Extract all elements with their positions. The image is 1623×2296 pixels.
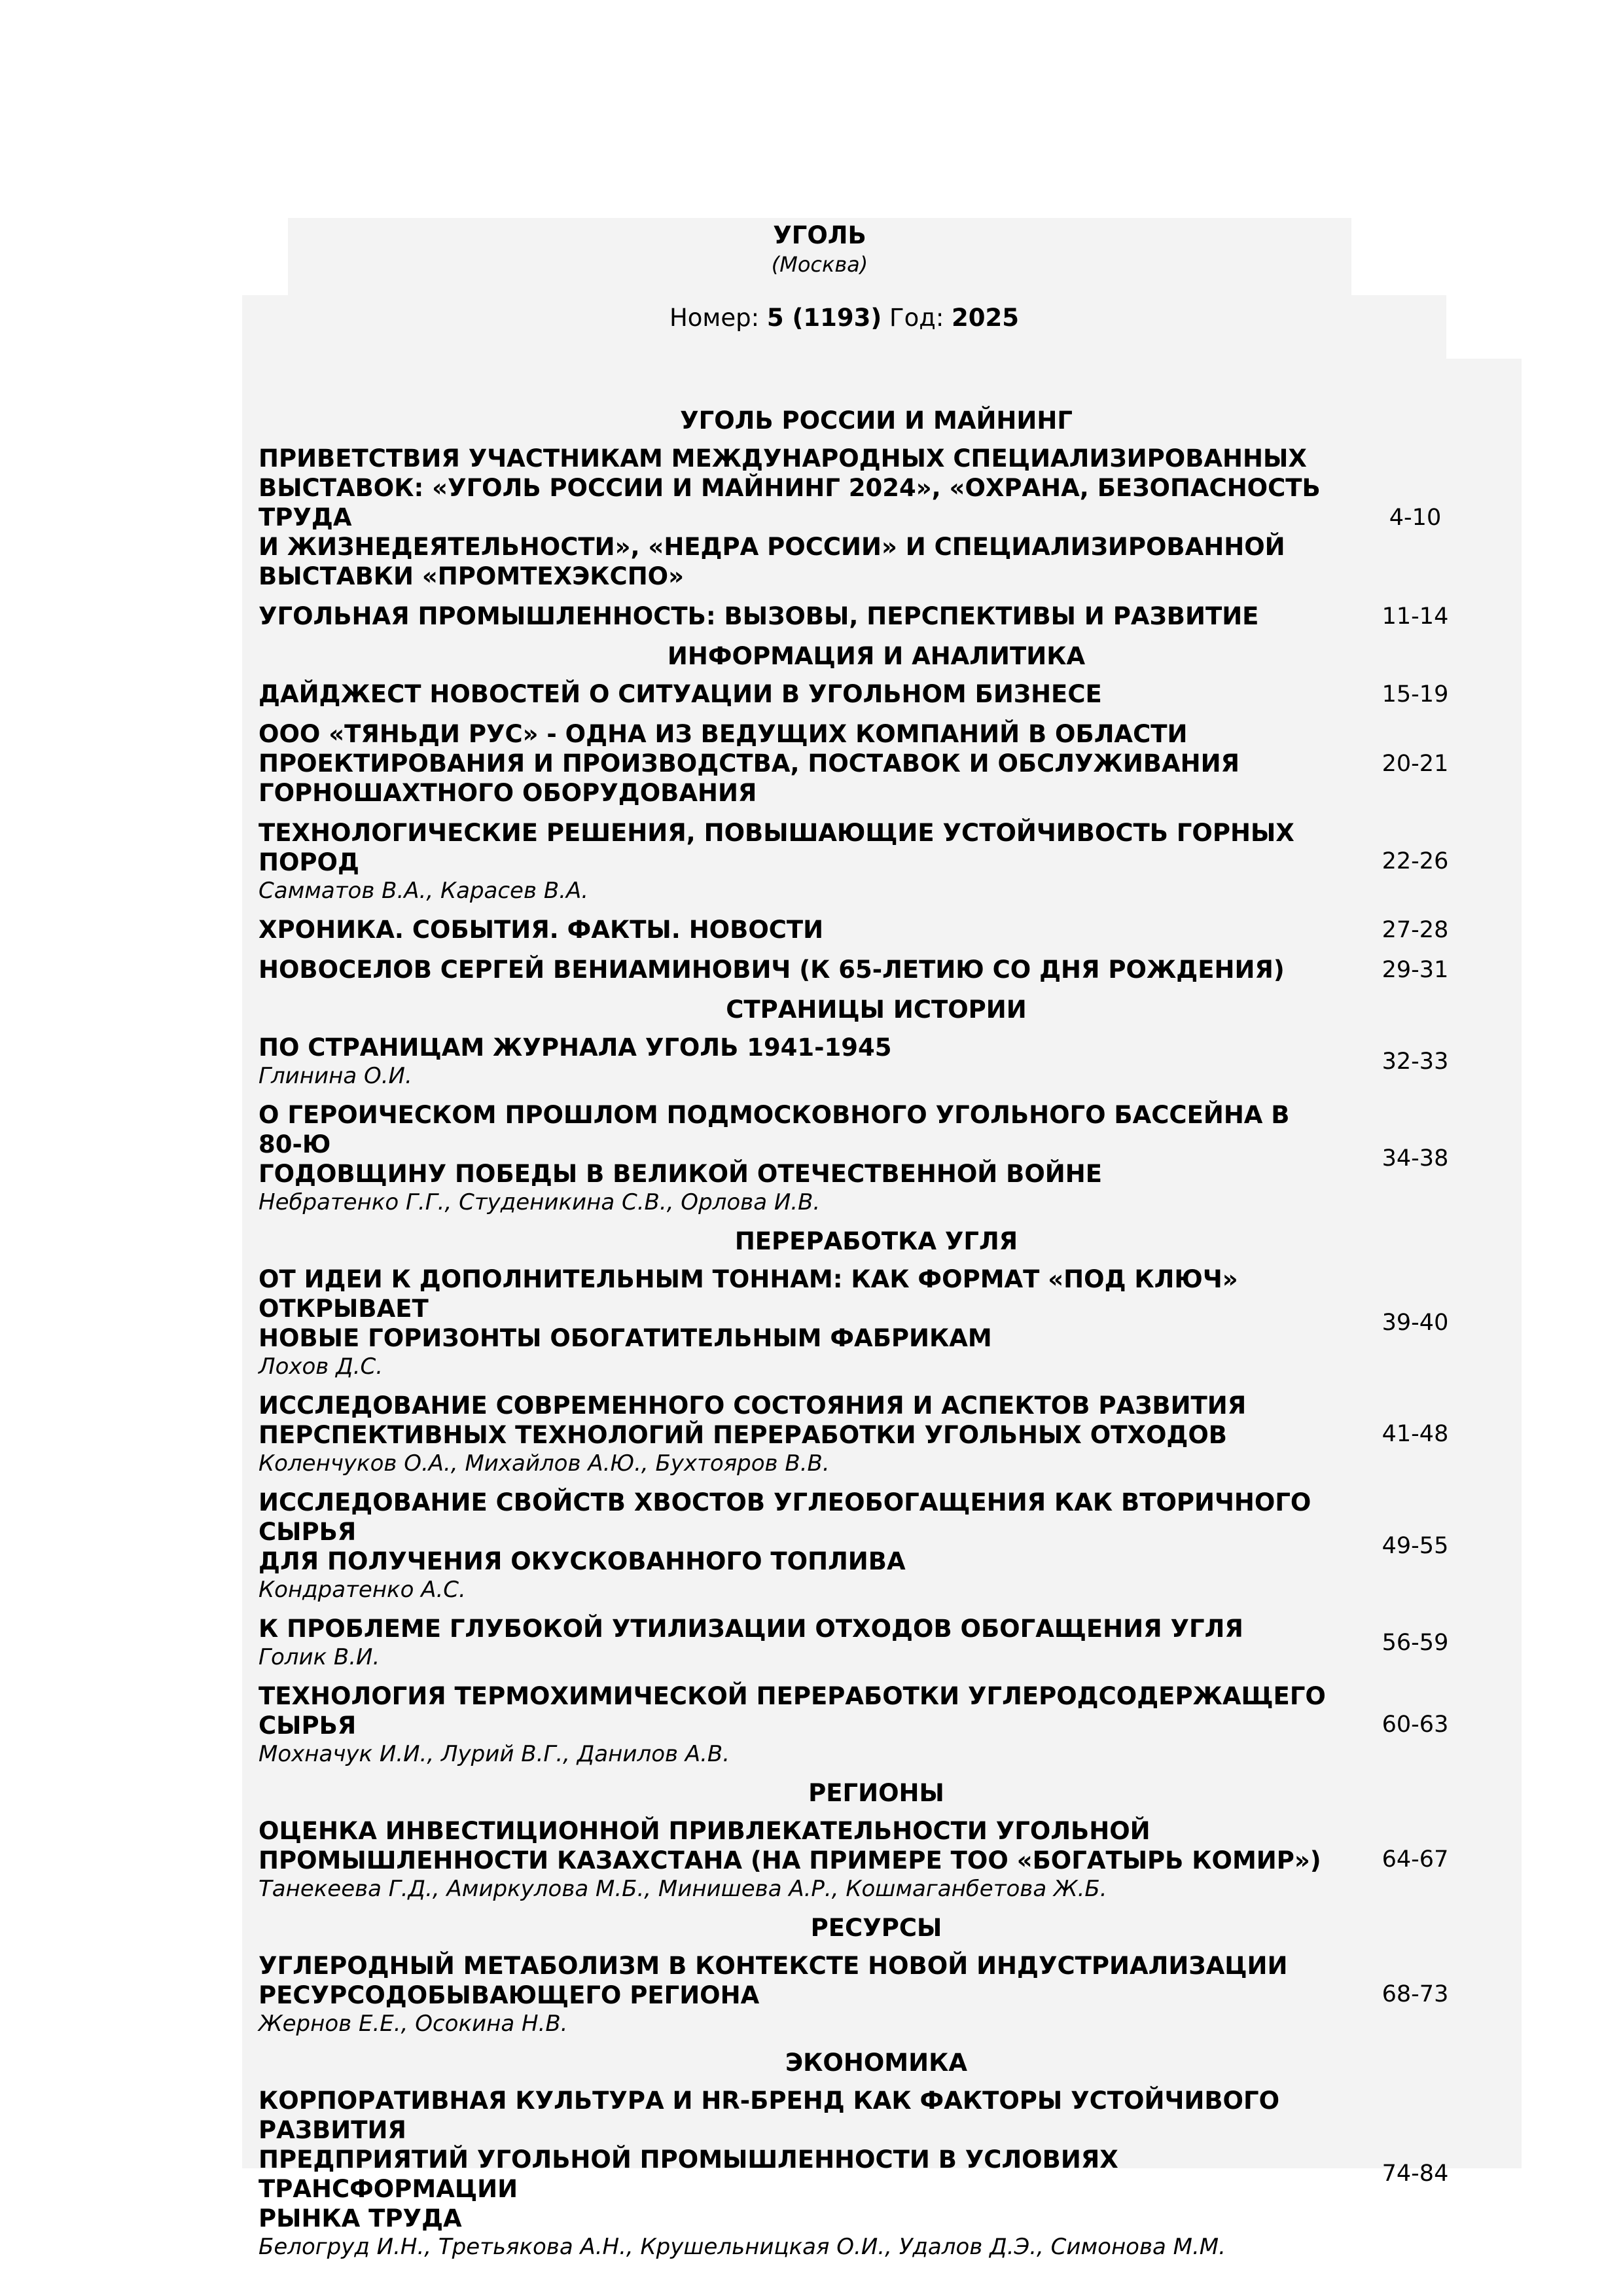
toc-entry[interactable] — [259, 1614, 1522, 1671]
page-range: 32-33 — [1382, 1048, 1449, 1075]
toc-entry[interactable] — [259, 1681, 1522, 1768]
issue-label: Номер: — [669, 304, 760, 332]
article-title-line: ВЫСТАВКИ «ПРОМТЕХЭКСПО» — [259, 562, 685, 590]
page-range: 34-38 — [1382, 1145, 1449, 1172]
article-authors: Небратенко Г.Г., Студеникина С.В., Орлова И.В. — [259, 1189, 821, 1215]
toc-entry[interactable] — [259, 915, 1522, 944]
entry-text — [259, 955, 1335, 984]
toc-entry[interactable] — [259, 601, 1522, 631]
page-range: 41-48 — [1382, 1421, 1449, 1447]
article-authors: Танекеева Г.Д., Амиркулова М.Б., Минишева А.Р., Кошмаганбетова Ж.Б. — [259, 1876, 1107, 1902]
table-of-contents — [259, 404, 1522, 2271]
page-range: 11-14 — [1382, 603, 1449, 630]
toc-entry[interactable] — [259, 955, 1522, 984]
page-range: 27-28 — [1382, 916, 1449, 943]
entry-text — [259, 1614, 1335, 1671]
page-range: 64-67 — [1382, 1846, 1449, 1873]
entry-text — [259, 1951, 1335, 2037]
page-range: 60-63 — [1382, 1712, 1449, 1738]
toc-entry[interactable] — [259, 1265, 1522, 1380]
section-heading: УГОЛЬ РОССИИ И МАЙНИНГ — [680, 406, 1073, 435]
article-title-line: УГОЛЬНАЯ ПРОМЫШЛЕННОСТЬ: ВЫЗОВЫ, ПЕРСПЕКТИВЫ И РАЗВИТИЕ — [259, 602, 1259, 630]
entry-text — [259, 1488, 1335, 1604]
entry-text — [259, 1100, 1335, 1216]
article-authors: Лохов Д.С. — [259, 1354, 383, 1380]
toc-entry[interactable] — [259, 2086, 1522, 2261]
page-range: 74-84 — [1382, 2160, 1449, 2187]
article-title-line: К ПРОБЛЕМЕ ГЛУБОКОЙ УТИЛИЗАЦИИ ОТХОДОВ ОБОГАЩЕНИЯ УГЛЯ — [259, 1615, 1243, 1643]
entry-text — [259, 1391, 1335, 1477]
article-title-line: НОВЫЕ ГОРИЗОНТЫ ОБОГАТИТЕЛЬНЫМ ФАБРИКАМ — [259, 1324, 992, 1352]
entry-text — [259, 444, 1335, 591]
article-authors: Коленчуков О.А., Михайлов А.Ю., Бухтояров В.В. — [259, 1450, 830, 1477]
article-title-line: КОРПОРАТИВНАЯ КУЛЬТУРА И HR-БРЕНД КАК ФАКТОРЫ УСТОЙЧИВОГО РАЗВИТИЯ — [259, 2087, 1280, 2144]
toc-entry[interactable] — [259, 1391, 1522, 1477]
article-title-line: ТЕХНОЛОГИЯ ТЕРМОХИМИЧЕСКОЙ ПЕРЕРАБОТКИ УГЛЕРОДСОДЕРЖАЩЕГО СЫРЬЯ — [259, 1682, 1326, 1740]
toc-entry[interactable] — [259, 679, 1522, 709]
year-label: Год: — [889, 304, 944, 332]
article-title-line: НОВОСЕЛОВ СЕРГЕЙ ВЕНИАМИНОВИЧ (К 65-ЛЕТИЮ СО ДНЯ РОЖДЕНИЯ) — [259, 956, 1285, 984]
article-authors: Мохначук И.И., Лурий В.Г., Данилов А.В. — [259, 1741, 730, 1767]
section-heading: РЕГИОНЫ — [808, 1779, 944, 1807]
page-range: 29-31 — [1382, 956, 1449, 983]
article-title-line: ПО СТРАНИЦАМ ЖУРНАЛА УГОЛЬ 1941-1945 — [259, 1033, 892, 1062]
toc-entry[interactable] — [259, 444, 1522, 591]
toc-entry[interactable] — [259, 1488, 1522, 1604]
page-range: 22-26 — [1382, 848, 1449, 874]
article-title-line: ПРЕДПРИЯТИЙ УГОЛЬНОЙ ПРОМЫШЛЕННОСТИ В УСЛОВИЯХ ТРАНСФОРМАЦИИ — [259, 2145, 1118, 2203]
article-title-line: УГЛЕРОДНЫЙ МЕТАБОЛИЗМ В КОНТЕКСТЕ НОВОЙ ИНДУСТРИАЛИЗАЦИИ — [259, 1952, 1288, 1980]
entry-text — [259, 1816, 1335, 1903]
page-range: 15-19 — [1382, 681, 1449, 708]
toc-entry[interactable] — [259, 719, 1522, 808]
article-title-line: ДАЙДЖЕСТ НОВОСТЕЙ О СИТУАЦИИ В УГОЛЬНОМ БИЗНЕСЕ — [259, 680, 1102, 708]
entry-text — [259, 915, 1335, 944]
journal-city: (Москва) — [771, 252, 868, 277]
entry-text — [259, 1033, 1335, 1090]
year-value: 2025 — [952, 304, 1020, 332]
article-title-line: ТЕХНОЛОГИЧЕСКИЕ РЕШЕНИЯ, ПОВЫШАЮЩИЕ УСТОЙЧИВОСТЬ ГОРНЫХ ПОРОД — [259, 819, 1294, 876]
article-title-line: РЕСУРСОДОБЫВАЮЩЕГО РЕГИОНА — [259, 1981, 760, 2009]
entry-text — [259, 2086, 1335, 2261]
toc-entry[interactable] — [259, 1951, 1522, 2037]
entry-text — [259, 601, 1335, 631]
article-title-line: ГОДОВЩИНУ ПОБЕДЫ В ВЕЛИКОЙ ОТЕЧЕСТВЕННОЙ ВОЙНЕ — [259, 1160, 1103, 1188]
article-title-line: И ЖИЗНЕДЕЯТЕЛЬНОСТИ», «НЕДРА РОССИИ» И СПЕЦИАЛИЗИРОВАННОЙ — [259, 533, 1285, 561]
toc-entry[interactable] — [259, 818, 1522, 905]
entry-text — [259, 679, 1335, 709]
issue-number: 5 (1193) — [766, 304, 882, 332]
article-title-line: ПРОЕКТИРОВАНИЯ И ПРОИЗВОДСТВА, ПОСТАВОК И ОБСЛУЖИВАНИЯ — [259, 749, 1240, 778]
article-title-line: ПРОМЫШЛЕННОСТИ КАЗАХСТАНА (НА ПРИМЕРЕ ТОО «БОГАТЫРЬ КОМИР») — [259, 1846, 1321, 1874]
article-title-line: ОЦЕНКА ИНВЕСТИЦИОННОЙ ПРИВЛЕКАТЕЛЬНОСТИ УГОЛЬНОЙ — [259, 1817, 1150, 1845]
page-range: 20-21 — [1382, 750, 1449, 777]
entry-text — [259, 1681, 1335, 1768]
article-title-line: РЫНКА ТРУДА — [259, 2204, 462, 2233]
section-heading: РЕСУРСЫ — [810, 1914, 942, 1942]
article-title-line: ОТ ИДЕИ К ДОПОЛНИТЕЛЬНЫМ ТОННАМ: КАК ФОРМАТ «ПОД КЛЮЧ» ОТКРЫВАЕТ — [259, 1265, 1238, 1323]
article-authors: Глинина О.И. — [259, 1063, 412, 1089]
article-title-line: ВЫСТАВОК: «УГОЛЬ РОССИИ И МАЙНИНГ 2024», «ОХРАНА, БЕЗОПАСНОСТЬ ТРУДА — [259, 474, 1321, 531]
article-authors: Голик В.И. — [259, 1644, 380, 1670]
article-title-line: ДЛЯ ПОЛУЧЕНИЯ ОКУСКОВАННОГО ТОПЛИВА — [259, 1547, 906, 1575]
toc-entry[interactable] — [259, 1033, 1522, 1090]
article-title-line: ПРИВЕТСТВИЯ УЧАСТНИКАМ МЕЖДУНАРОДНЫХ СПЕЦИАЛИЗИРОВАННЫХ — [259, 444, 1307, 473]
article-authors: Самматов В.А., Карасев В.А. — [259, 878, 589, 904]
toc-entry[interactable] — [259, 1100, 1522, 1216]
toc-entry[interactable] — [259, 1816, 1522, 1903]
article-title-line: ХРОНИКА. СОБЫТИЯ. ФАКТЫ. НОВОСТИ — [259, 916, 824, 944]
entry-text — [259, 1265, 1335, 1380]
section-heading: ИНФОРМАЦИЯ И АНАЛИТИКА — [667, 642, 1086, 670]
page-range: 49-55 — [1382, 1532, 1449, 1559]
section-heading: ПЕРЕРАБОТКА УГЛЯ — [734, 1227, 1018, 1255]
section-heading: ЭКОНОМИКА — [785, 2049, 967, 2077]
page-range: 68-73 — [1382, 1981, 1449, 2007]
article-title-line: ГОРНОШАХТНОГО ОБОРУДОВАНИЯ — [259, 779, 757, 807]
issue-info — [242, 302, 1446, 334]
page-range: 39-40 — [1382, 1309, 1449, 1336]
article-title-line: ПЕРСПЕКТИВНЫХ ТЕХНОЛОГИЙ ПЕРЕРАБОТКИ УГОЛЬНЫХ ОТХОДОВ — [259, 1421, 1227, 1449]
page-range: 56-59 — [1382, 1629, 1449, 1656]
article-title-line: ИССЛЕДОВАНИЕ СВОЙСТВ ХВОСТОВ УГЛЕОБОГАЩЕНИЯ КАК ВТОРИЧНОГО СЫРЬЯ — [259, 1488, 1311, 1546]
article-authors: Белогруд И.Н., Третьякова А.Н., Крушельницкая О.И., Удалов Д.Э., Симонова М.М. — [259, 2234, 1226, 2260]
page-range: 4-10 — [1389, 504, 1442, 531]
article-authors: Жернов Е.Е., Осокина Н.В. — [259, 2011, 568, 2037]
section-heading: СТРАНИЦЫ ИСТОРИИ — [726, 996, 1027, 1024]
article-title-line: О ГЕРОИЧЕСКОМ ПРОШЛОМ ПОДМОСКОВНОГО УГОЛЬНОГО БАССЕЙНА В 80-Ю — [259, 1101, 1290, 1158]
entry-text — [259, 719, 1335, 808]
entry-text — [259, 818, 1335, 905]
article-authors: Кондратенко А.С. — [259, 1577, 466, 1603]
article-title-line: ООО «ТЯНЬДИ РУС» - ОДНА ИЗ ВЕДУЩИХ КОМПАНИЙ В ОБЛАСТИ — [259, 720, 1188, 748]
journal-title: УГОЛЬ — [773, 221, 866, 249]
article-title-line: ИССЛЕДОВАНИЕ СОВРЕМЕННОГО СОСТОЯНИЯ И АСПЕКТОВ РАЗВИТИЯ — [259, 1391, 1247, 1420]
